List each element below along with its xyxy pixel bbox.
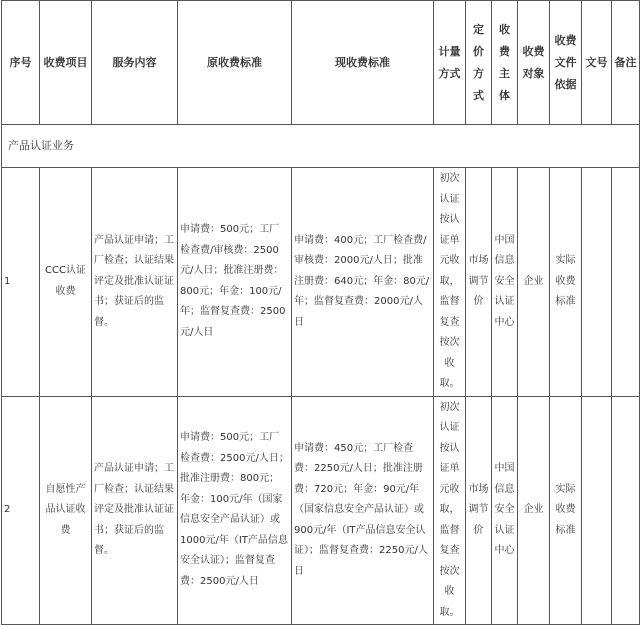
row-orig: 申请费：500元；工厂检查费/审核费：2500元/人日；批准注册费：800元；年金：100元/年；监督复查费：2500元/人日: [178, 168, 292, 397]
row-remark: [612, 396, 640, 625]
section-title: 产品认证业务: [2, 125, 640, 168]
row-measure: 初次认证按认证单元收取，监督复查按次收取。: [434, 168, 466, 397]
row-subject: 中国信息安全认证中心: [492, 396, 518, 625]
row-seq: 1: [2, 168, 40, 397]
header-measure: 计量方式: [434, 1, 466, 125]
row-target: 企业: [518, 168, 550, 397]
header-pricing: 定价方式: [466, 1, 492, 125]
row-pricing: 市场调节价: [466, 396, 492, 625]
row-remark: [612, 168, 640, 397]
row-docno: [582, 396, 612, 625]
row-basis: 实际收费标准: [550, 396, 582, 625]
header-service: 服务内容: [92, 1, 178, 125]
row-item: 自愿性产品认证收费: [40, 396, 92, 625]
row-service: 产品认证申请；工厂检查；认证结果评定及批准认证证书；获证后的监督。: [92, 396, 178, 625]
header-row: [2, 1, 640, 125]
row-item: CCC认证收费: [40, 168, 92, 397]
header-docno: 文号: [582, 1, 612, 125]
header-basis: 收费文件依据: [550, 1, 582, 125]
header-subject: 收费主体: [492, 1, 518, 125]
table-row: [2, 168, 640, 397]
section-row: [2, 125, 640, 168]
row-curr: 申请费：450元；工厂检查费：2250元/人日；批准注册费：720元；年金：90元/年（国家信息安全产品认证）或900元/年（IT产品信息安全认证）；监督复查费：2250元/人日: [292, 396, 434, 625]
row-curr: 申请费：400元；工厂检查费/审核费：2000元/人日；批准注册费：640元；年金：80元/年；监督复查费：2000元/人日: [292, 168, 434, 397]
row-orig: 申请费：500元；工厂检查费：2500元/人日；批准注册费：800元；年金：100元/年（国家信息安全产品认证）或1000元/年（IT产品信息安全认证）；监督复查费：2500元/人日: [178, 396, 292, 625]
row-measure: 初次认证按认证单元收取，监督复查按次收取。: [434, 396, 466, 625]
header-seq: 序号: [2, 1, 40, 125]
row-pricing: 市场调节价: [466, 168, 492, 397]
row-seq: 2: [2, 396, 40, 625]
table-row: [2, 396, 640, 625]
header-orig: 原收费标准: [178, 1, 292, 125]
row-target: 企业: [518, 396, 550, 625]
row-subject: 中国信息安全认证中心: [492, 168, 518, 397]
header-remark: 备注: [612, 1, 640, 125]
fee-table: [1, 0, 640, 625]
header-item: 收费项目: [40, 1, 92, 125]
header-target: 收费对象: [518, 1, 550, 125]
row-docno: [582, 168, 612, 397]
header-curr: 现收费标准: [292, 1, 434, 125]
row-basis: 实际收费标准: [550, 168, 582, 397]
row-service: 产品认证申请；工厂检查；认证结果评定及批准认证证书；获证后的监督。: [92, 168, 178, 397]
